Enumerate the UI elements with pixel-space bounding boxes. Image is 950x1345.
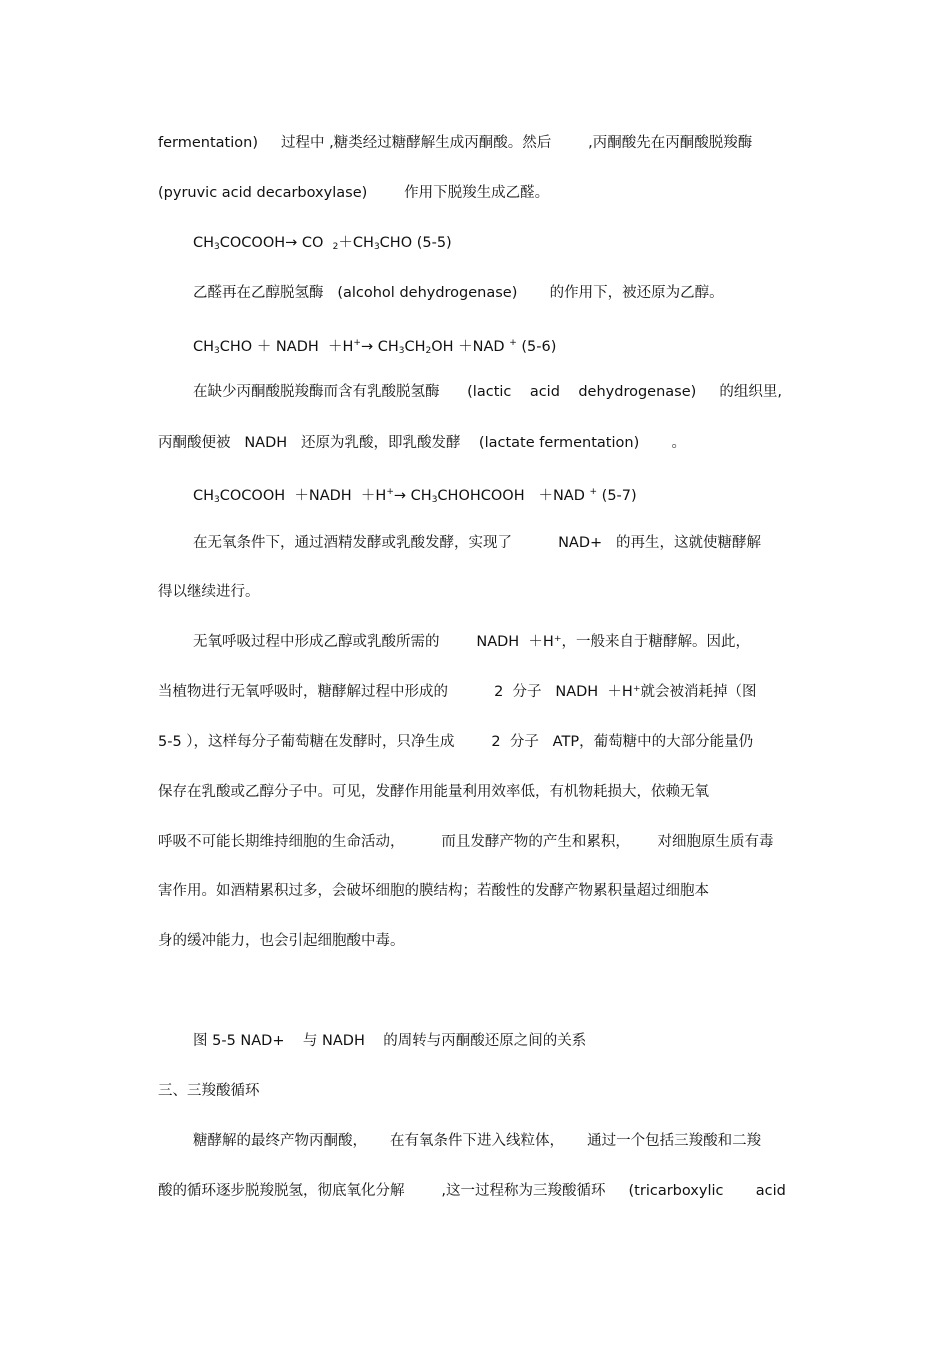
text-line-13: 害作用。如酒精累积过多，会破坏细胞的膜结构；若酸性的发酵产物累积量超过细胞本 bbox=[158, 883, 709, 899]
equation-5-6: $CH_3CHO$ ＋ NADH $+H^+\to CH_3CH_2OH +NAD$ + (5-6) bbox=[193, 338, 557, 356]
text-line-9: 当植物进行无氧呼吸时，糖酵解过程中形成的 2 分子 NADH ＋H⁺就会被消耗掉（图 bbox=[158, 684, 757, 700]
text-line-14: 身的缓冲能力，也会引起细胞酸中毒。 bbox=[158, 933, 405, 949]
text-line-2: (pyruvic acid decarboxylase) 作用下脱羧生成乙醛。 bbox=[158, 185, 550, 201]
text-line-8: 无氧呼吸过程中形成乙醇或乳酸所需的 NADH ＋H⁺，一般来自于糖酵解。因此， bbox=[193, 634, 750, 650]
text-line-1: fermentation) 过程中 ,糖类经过糖酵解生成丙酮酸。然后 ,丙酮酸先在丙酮酸脱羧酶 bbox=[158, 135, 753, 151]
section-heading: 三、三羧酸循环 bbox=[158, 1083, 260, 1099]
equation-5-7: $CH_3COCOOH$ ＋NADH $+H^+\to CH_3CHOHCOOH +NAD$ + (5-7) bbox=[193, 487, 637, 505]
text-line-4: 在缺少丙酮酸脱羧酶而含有乳酸脱氢酶 (lactic acid dehydrogenase) 的组织里, bbox=[193, 384, 782, 400]
text-line-15: 糖酵解的最终产物丙酮酸， 在有氧条件下进入线粒体， 通过一个包括三羧酸和二羧 bbox=[193, 1133, 762, 1149]
text-line-10: 5-5 ），这样每分子葡萄糖在发酵时，只净生成 2 分子 ATP，葡萄糖中的大部分能量仍 bbox=[158, 734, 754, 750]
text-line-7: 得以继续进行。 bbox=[158, 584, 260, 600]
text-line-5: 丙酮酸便被 NADH 还原为乳酸，即乳酸发酵 (lactate fermentation) 。 bbox=[158, 435, 686, 451]
text-line-11: 保存在乳酸或乙醇分子中。可见，发酵作用能量利用效率低，有机物耗损大，依赖无氧 bbox=[158, 784, 709, 800]
text-line-12: 呼吸不可能长期维持细胞的生命活动， 而且发酵产物的产生和累积， 对细胞原生质有毒 bbox=[158, 834, 774, 850]
text-line-16: 酸的循环逐步脱羧脱氢，彻底氧化分解 ,这一过程称为三羧酸循环 (tricarboxylic acid bbox=[158, 1183, 786, 1199]
text-line-3: 乙醛再在乙醇脱氢酶 (alcohol dehydrogenase) 的作用下，被还原为乙醇。 bbox=[193, 285, 724, 301]
text-line-6: 在无氧条件下，通过酒精发酵或乳酸发酵，实现了 NAD+ 的再生，这就使糖酵解 bbox=[193, 535, 761, 551]
equation-5-5: $CH_3COCOOH\to$ CO $_2+CH_3CHO$ (5-5) bbox=[193, 235, 452, 252]
figure-caption: 图 5-5 NAD+ 与 NADH 的周转与丙酮酸还原之间的关系 bbox=[193, 1033, 587, 1049]
